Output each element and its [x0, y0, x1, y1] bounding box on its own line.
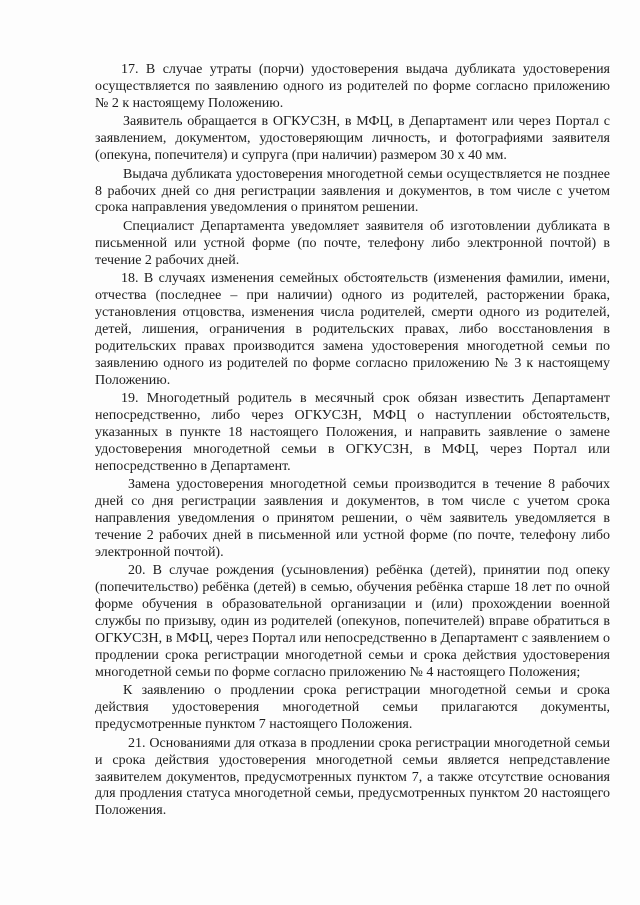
paragraph-19-replacement-term: Замена удостоверения многодетной семьи производится в течение 8 рабочих дней со дня регистрации заявления и документов, в том числе с учетом срока направления уведомления о принятом решении, о чём заявитель уведомляется в течение 2 рабочих дней в письменной или устной форме (по почте, телефону либо электронной почтой).: [95, 477, 610, 560]
paragraph-17-duplicate-term: Выдача дубликата удостоверения многодетной семьи осуществляется не позднее 8 рабочих дней со дня регистрации заявления и документов, в том числе с учетом срока направления уведомления о принятом решении.: [95, 166, 610, 216]
paragraph-21: 21. Основаниями для отказа в продлении срока регистрации многодетной семьи и срока действия удостоверения многодетной семьи является непредставление заявителем документов, предусмотренных пунктом 7, а также отсутствие основания для продления статуса многодетной семьи, предусмотренных пунктом 20 настоящего Положения.: [95, 735, 610, 819]
paragraph-18: 18. В случаях изменения семейных обстоятельств (изменения фамилии, имени, отчества (последнее – при наличии) одного из родителей, расторжении брака, установления отцовства, изменения числа родителей, смерти одного из родителей, детей, лишения, ограничения в родительских правах, либо восстановления в родительских правах производится замена удостоверения многодетной семьи по заявлению одного из родителей по форме согласно приложению № 3 к настоящему Положению.: [95, 271, 610, 388]
paragraph-17: 17. В случае утраты (порчи) удостоверения выдача дубликата удостоверения осуществляется по заявлению одного из родителей по форме согласно приложению № 2 к настоящему Положению.: [95, 62, 610, 111]
paragraph-19: 19. Многодетный родитель в месячный срок обязан известить Департамент непосредственно, либо через ОГКУСЗН, МФЦ о наступлении обстоятельств, указанных в пункте 18 настоящего Положения, и направить заявление о замене удостоверения многодетной семьи в ОГКУСЗН, в МФЦ, через Портал или непосредственно в Департамент.: [95, 391, 610, 474]
paragraph-17-notification: Специалист Департамента уведомляет заявителя об изготовлении дубликата в письменной или устной форме (по почте, телефону либо электронной почтой) в течение 2 рабочих дней.: [95, 218, 610, 268]
paragraph-20: 20. В случае рождения (усыновления) ребёнка (детей), принятии под опеку (попечительство) ребёнка (детей) в семью, обучения ребёнка старше 18 лет по очной форме обучения в образовательной организации и (или) прохождении военной службы по призыву, один из родителей (опекунов, попечителей) вправе обратиться в ОГКУСЗН, в МФЦ, через Портал или непосредственно в Департамент с заявлением о продлении срока регистрации многодетной семьи и срока действия удостоверения многодетной семьи по форме согласно приложению № 4 настоящего Положения;: [95, 563, 610, 680]
paragraph-20-attachments: К заявлению о продлении срока регистрации многодетной семьи и срока действия удостоверения многодетной семьи прилагаются документы, предусмотренные пунктом 7 настоящего Положения.: [95, 683, 610, 733]
paragraph-17-applicant: Заявитель обращается в ОГКУСЗН, в МФЦ, в Департамент или через Портал с заявлением, документом, удостоверяющим личность, и фотографиями заявителя (опекуна, попечителя) и супруга (при наличии) размером 30 х 40 мм.: [95, 114, 610, 164]
document-body: [95, 62, 610, 822]
